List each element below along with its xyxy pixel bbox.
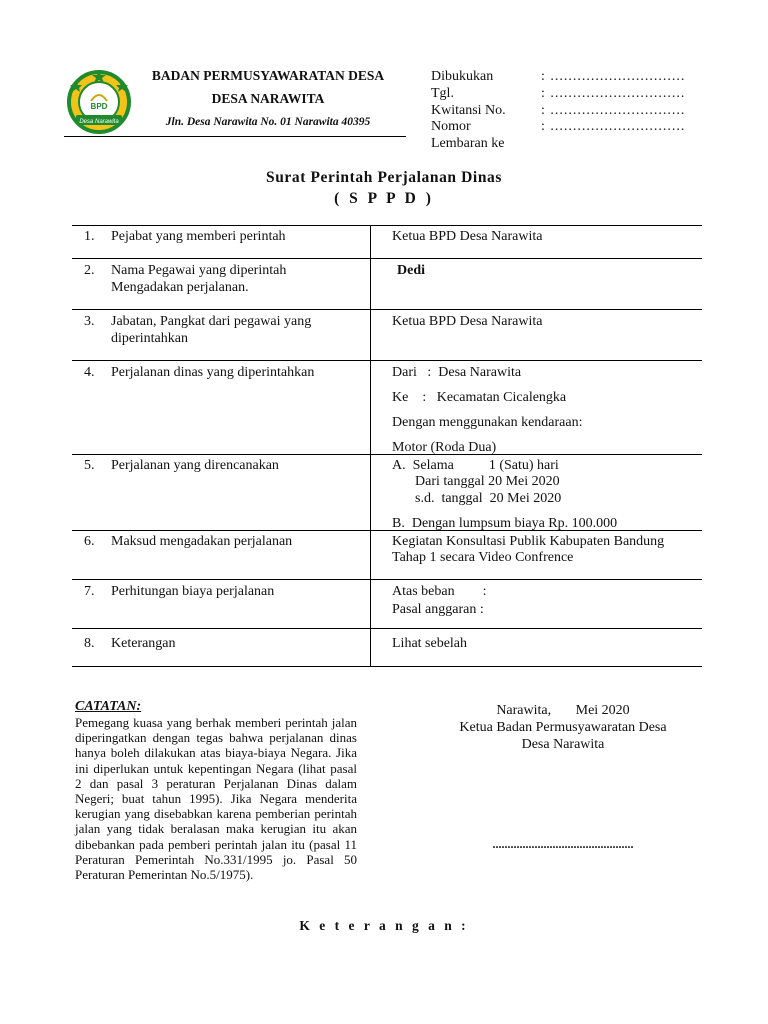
row-5-number: 5.: [84, 458, 95, 473]
row-3-label-line1: Jabatan, Pangkat dari pegawai yang: [111, 314, 312, 329]
row-8-number: 8.: [84, 636, 95, 651]
row-2-label-line1: Nama Pegawai yang diperintah: [111, 263, 287, 278]
table-rule: [72, 225, 702, 226]
row-6-number: 6.: [84, 534, 95, 549]
row-3-number: 3.: [84, 314, 95, 329]
row-5-value-duration: A. Selama 1 (Satu) hari: [392, 458, 559, 473]
row-2-number: 2.: [84, 263, 95, 278]
meta-label-nomor: Nomor: [431, 119, 471, 134]
table-column-divider: [370, 225, 371, 666]
row-5-value-lumpsum: B. Dengan lumpsum biaya Rp. 100.000: [392, 516, 618, 531]
signature-name-dots: ...............................................: [492, 837, 634, 851]
row-4-value-vehicle: Motor (Roda Dua): [392, 440, 497, 455]
table-rule: [72, 579, 702, 580]
row-4-label: Perjalanan dinas yang diperintahkan: [111, 365, 315, 380]
row-3-label-line2: diperintahkan: [111, 331, 188, 346]
row-4-value-to: Ke : Kecamatan Cicalengka: [392, 390, 567, 405]
table-rule: [72, 628, 702, 629]
row-1-value: Ketua BPD Desa Narawita: [392, 229, 543, 244]
keterangan-heading: K e t e r a n g a n :: [299, 918, 469, 933]
bpd-logo: [64, 67, 134, 137]
row-1-number: 1.: [84, 229, 95, 244]
meta-value-nomor: : ..............................: [541, 119, 686, 134]
header-rule: [64, 136, 406, 137]
row-8-value: Lihat sebelah: [392, 636, 468, 651]
row-5-value-from-date: Dari tanggal 20 Mei 2020: [415, 474, 560, 489]
org-name-line1: BADAN PERMUSYAWARATAN DESA: [151, 68, 385, 83]
org-name-line2: DESA NARAWITA: [211, 91, 325, 106]
signature-position-line2: Desa Narawita: [521, 737, 605, 752]
row-6-value-line1: Kegiatan Konsultasi Publik Kabupaten Bandung: [392, 534, 665, 549]
meta-label-lembaran: Lembaran ke: [431, 136, 505, 151]
table-rule: [72, 258, 702, 259]
row-4-number: 4.: [84, 365, 95, 380]
row-7-label: Perhitungan biaya perjalanan: [111, 584, 275, 599]
row-5-label: Perjalanan yang direncanakan: [111, 458, 279, 473]
org-address: Jln. Desa Narawita No. 01 Narawita 40395: [165, 116, 371, 128]
svg-text:BPD: BPD: [90, 102, 108, 111]
row-4-value-vehicle-label: Dengan menggunakan kendaraan:: [392, 415, 583, 430]
notes-title: CATATAN:: [75, 699, 142, 714]
row-6-label: Maksud mengadakan perjalanan: [111, 534, 293, 549]
row-4-value-from: Dari : Desa Narawita: [392, 365, 522, 380]
signature-position-line1: Ketua Badan Permusyawaratan Desa: [459, 720, 667, 735]
table-rule: [72, 360, 702, 361]
svg-text:Desa Narawita: Desa Narawita: [79, 119, 119, 125]
document-subtitle: ( S P P D ): [334, 190, 434, 207]
meta-value-tgl: : ..............................: [541, 86, 686, 101]
notes-body: Pemegang kuasa yang berhak memberi perintah jalan diperingatkan dengan tegas bahwa perjalanan dinas hanya boleh dilakukan atas biaya-biaya Negara. Jika ini diperlukan untuk kepentingan Negara (lihat pasal 2 dan pasal 3 peraturan Perjalanan Dinas dalam Negeri; buat tahun 1995). Jika Negara menderita kerugian yang disebabkan karena pemberian perintah jalan yang tidak beralasan maka kerugian itu akan dibebankan pada pemberi perintah jalan itu (pasal 11 Peraturan Pemerintah No.331/1995 jo. Pasal 50 Peraturan Pemerintan No.5/1975).: [75, 715, 357, 883]
row-8-label: Keterangan: [111, 636, 176, 651]
row-2-label-line2: Mengadakan perjalanan.: [111, 280, 249, 295]
row-7-value-pasal: Pasal anggaran :: [392, 602, 484, 617]
row-5-value-to-date: s.d. tanggal 20 Mei 2020: [415, 491, 562, 506]
meta-value-dibukukan: : ..............................: [541, 69, 686, 84]
row-6-value-line2: Tahap 1 secara Video Confrence: [392, 550, 574, 565]
meta-label-kwitansi: Kwitansi No.: [431, 103, 506, 118]
signature-place-date: Narawita, Mei 2020: [496, 703, 630, 718]
row-3-value: Ketua BPD Desa Narawita: [392, 314, 543, 329]
row-1-label: Pejabat yang memberi perintah: [111, 229, 286, 244]
table-rule: [72, 309, 702, 310]
meta-value-kwitansi: : ..............................: [541, 103, 686, 118]
table-rule: [72, 666, 702, 667]
row-7-value-budget: Atas beban :: [392, 584, 487, 599]
document-title: Surat Perintah Perjalanan Dinas: [265, 169, 503, 186]
meta-label-tgl: Tgl.: [431, 86, 454, 101]
row-2-value: Dedi: [397, 263, 425, 278]
row-7-number: 7.: [84, 584, 95, 599]
meta-label-dibukukan: Dibukukan: [431, 69, 494, 84]
